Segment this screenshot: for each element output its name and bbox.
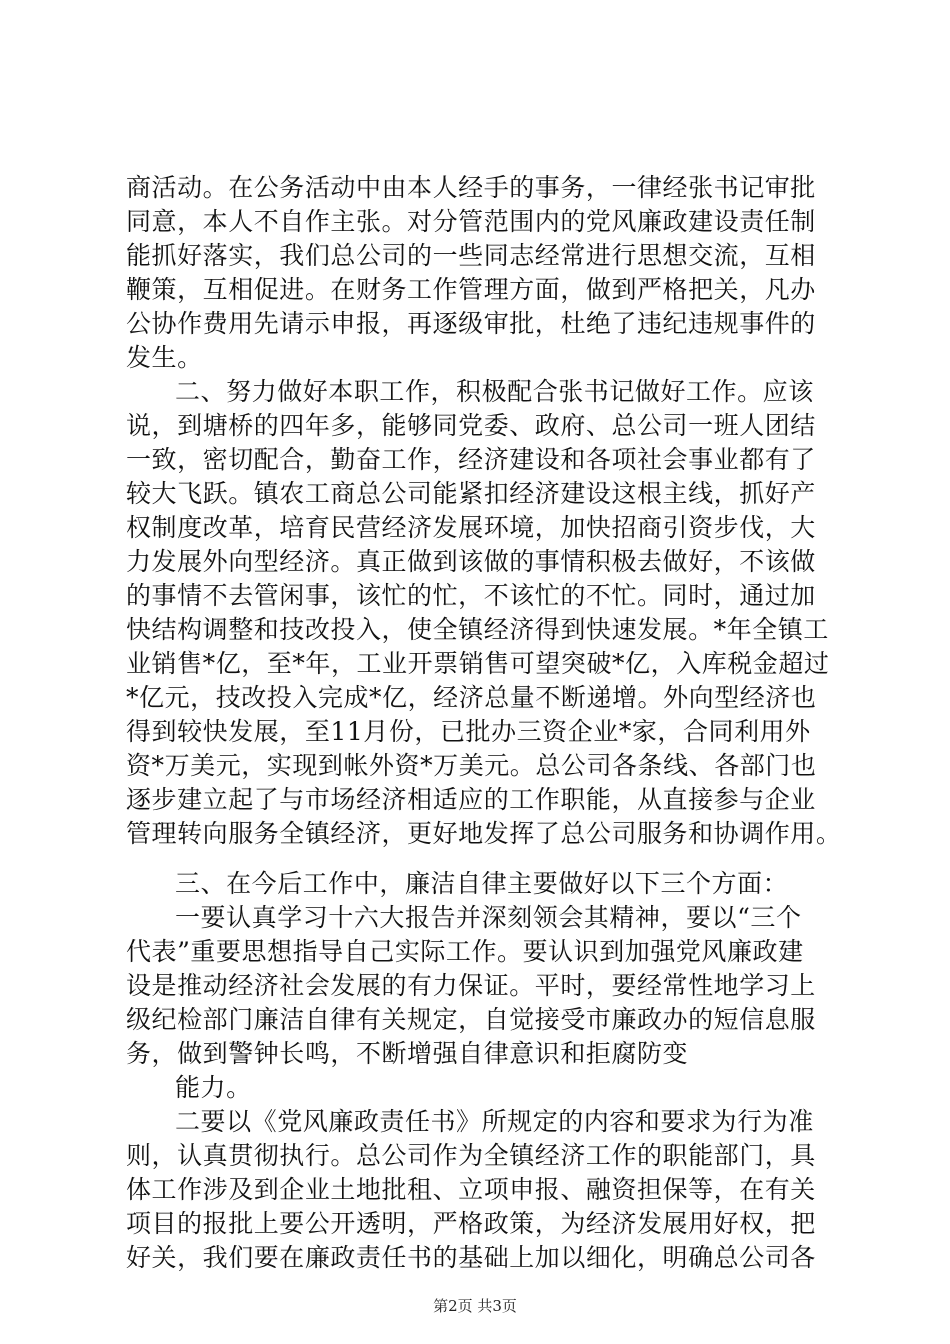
text-line: 能抓好落实，我们总公司的一些同志经常进行思想交流，互相: [126, 241, 816, 270]
text-line: 一致，密切配合，勤奋工作，经济建设和各项社会事业都有了: [126, 445, 816, 474]
text-line: 的事情不去管闲事，该忙的忙，不该忙的不忙。同时，通过加: [126, 581, 816, 610]
text-line: 管理转向服务全镇经济，更好地发挥了总公司服务和协调作用。: [126, 819, 842, 848]
text-line: 业销售*亿，至*年，工业开票销售可望突破*亿，入库税金超过: [126, 649, 830, 678]
text-line: 能力。: [175, 1073, 252, 1102]
text-line: 务，做到警钟长鸣，不断增强自律意识和拒腐防变: [126, 1039, 689, 1068]
text-line: 好关，我们要在廉政责任书的基础上加以细化，明确总公司各: [126, 1243, 816, 1272]
text-line: 资*万美元，实现到帐外资*万美元。总公司各条线、各部门也: [126, 751, 817, 780]
text-line: 鞭策，互相促进。在财务工作管理方面，做到严格把关，凡办: [126, 275, 816, 304]
text-line: 商活动。在公务活动中由本人经手的事务，一律经张书记审批: [126, 173, 816, 202]
text-line: 说，到塘桥的四年多，能够同党委、政府、总公司一班人团结: [126, 411, 816, 440]
text-line: 二要以《党风廉政责任书》所规定的内容和要求为行为准: [175, 1107, 814, 1136]
text-line: 逐步建立起了与市场经济相适应的工作职能，从直接参与企业: [126, 785, 816, 814]
text-line: 代表”重要思想指导自己实际工作。要认识到加强党风廉政建: [126, 937, 804, 966]
text-line: 同意，本人不自作主张。对分管范围内的党风廉政建设责任制: [126, 207, 816, 236]
text-line: 得到较快发展，至11月份，已批办三资企业*家，合同利用外: [126, 717, 811, 746]
text-line: 较大飞跃。镇农工商总公司能紧扣经济建设这根主线，抓好产: [126, 479, 816, 508]
paragraph-heading: 三、在今后工作中，廉洁自律主要做好以下三个方面：: [175, 869, 789, 898]
page-footer: 第2页 共3页: [433, 1297, 517, 1315]
text-line: 发生。: [126, 343, 203, 372]
text-line: *亿元，技改投入完成*亿，经济总量不断递增。外向型经济也: [126, 683, 817, 712]
text-line: 级纪检部门廉洁自律有关规定，自觉接受市廉政办的短信息服: [126, 1005, 816, 1034]
text-line: 项目的报批上要公开透明，严格政策，为经济发展用好权，把: [126, 1209, 816, 1238]
text-line: 权制度改革，培育民营经济发展环境，加快招商引资步伐，大: [126, 513, 816, 542]
text-line: 体工作涉及到企业土地批租、立项申报、融资担保等，在有关: [126, 1175, 816, 1204]
text-line: 一要认真学习十六大报告并深刻领会其精神，要以“三个: [175, 903, 802, 932]
text-line: 力发展外向型经济。真正做到该做的事情积极去做好，不该做: [126, 547, 816, 576]
text-line: 快结构调整和技改投入，使全镇经济得到快速发展。*年全镇工: [126, 615, 829, 644]
text-line: 公协作费用先请示申报，再逐级审批，杜绝了违纪违规事件的: [126, 309, 816, 338]
text-line: 设是推动经济社会发展的有力保证。平时，要经常性地学习上: [126, 971, 816, 1000]
paragraph-heading: 二、努力做好本职工作，积极配合张书记做好工作。应该: [175, 377, 814, 406]
text-line: 则，认真贯彻执行。总公司作为全镇经济工作的职能部门，具: [126, 1141, 816, 1170]
